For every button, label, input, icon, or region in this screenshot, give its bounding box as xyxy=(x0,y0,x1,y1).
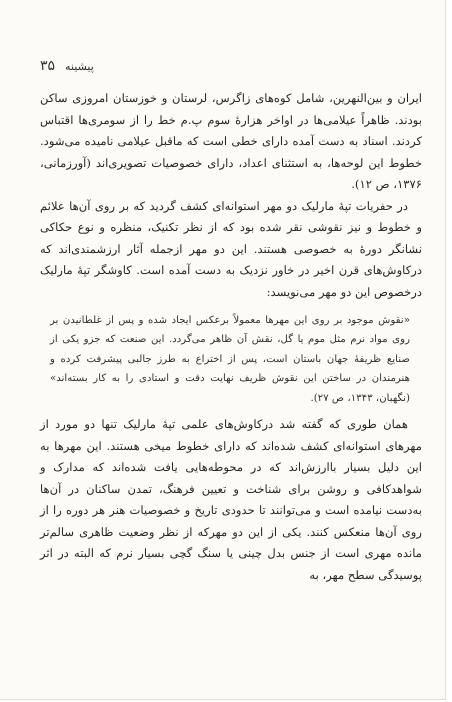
body-text xyxy=(40,88,422,586)
paragraph: همان طوری که گفته شد درکاوش‌های علمی تپهٔ مارلیک تنها دو مورد از مهرهای استوانه‌ای کشف شده‌اند که دارای خطوط میخی هستند. این مهرها به این دلیل بسیار باارزش‌اند که در محوطه‌هایی یافت شده‌اند که مدارک و شواهدکافی و روشن برای شناخت و تعیین فرهنگ، تمدن ساکنان در آن‌ها به‌دست نیامده است و می‌توانند تا حدودی تاریخ و خصوصیات هنر هر دوره را از روی آن‌ها منعکس کنند. یکی از این دو مهرکه از نظر وضعیت ظاهری سالم‌تر مانده مهری است از جنس بدل چینی یا سنگ گچی بسیار نرم که البته در اثر پوسیدگی سطح مهر، به xyxy=(40,417,422,582)
paragraph: در حفریات تپهٔ مارلیک دو مهر استوانه‌ای کشف گردید که بر روی آن‌ها علائم و خطوط و نیز نقوشی نقر شده بود که از نظر تکنیک، منظره و نوع حکاکی نشانگر دورهٔ به خصوصی هستند. این دو مهر ازجمله آثار ارزشمندی‌اند که درکاوش‌های قرن اخیر در خاور نزدیک به دست آمده است. کاوشگر تپهٔ مارلیک درخصوص این دو مهر می‌نویسد: xyxy=(40,198,422,299)
page-number: ۳۵ xyxy=(40,58,56,74)
block-quote: «نقوش موجود بر روی این مهرها معمولاً برعکس ایجاد شده و پس از غلطانیدن بر روی مواد نرم مثل موم یا گل، نقش آن ظاهر می‌گردد. این صنعت که جزو یکی از صنایع ظریفهٔ جهان باستان است، پس از اختراع به طرز جالبی پیشرفت کرده و هنرمندان در ساختن این نقوش ظریف نهایت دقت و استادی را به کار بسته‌اند» (نگهبان، ۱۳۴۳، ص ۲۷). xyxy=(50,315,410,404)
paragraph: ایران و بین‌النهرین، شامل کوه‌های زاگرس، لرستان و خوزستان امروزی ساکن بودند. ظاهراً عیلامی‌ها در اواخر هزارهٔ سوم پ.م خط را از سومری‌ها اقتباس کردند. اسناد به دست آمده دارای خطی است که ماقبل عیلامی نامیده می‌شود. خطوط این لوحه‌ها، به استثنای اعداد، دارای خصوصیات تصویری‌اند (آورزمانی، ۱۳۷۶، ص ۱۲). xyxy=(40,91,422,191)
page-header xyxy=(40,58,94,74)
running-head: پیشینه xyxy=(65,60,94,73)
